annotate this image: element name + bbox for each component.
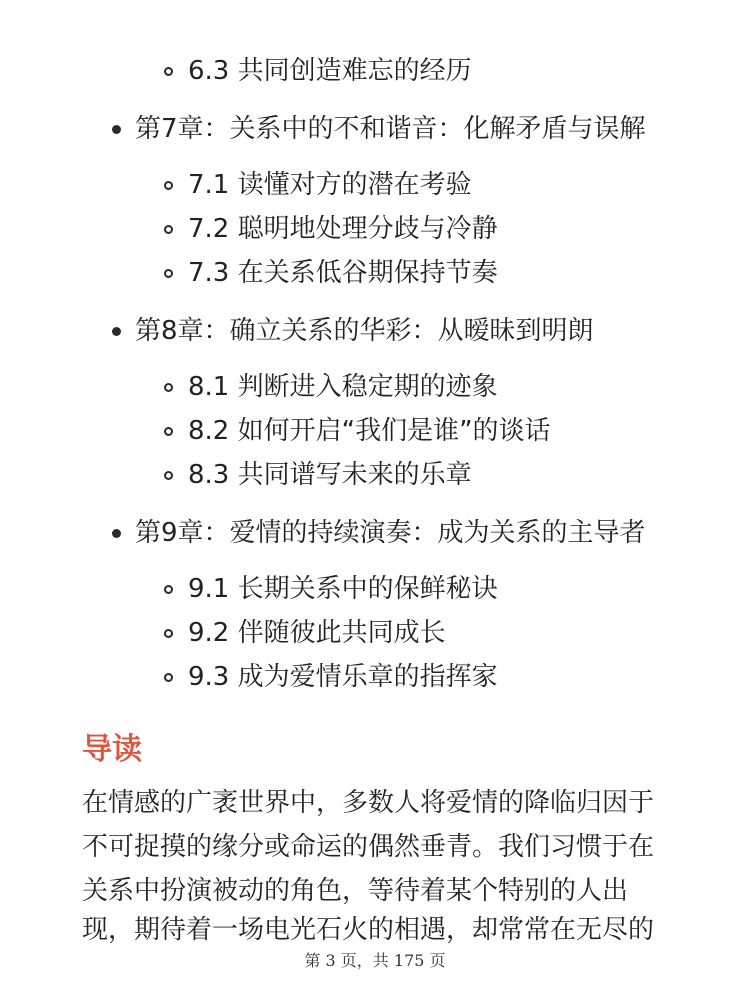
bullet-circle-icon [164, 225, 173, 234]
toc-chapter-9: 第9章：爱情的持续演奏：成为关系的主导者 [135, 518, 646, 548]
bullet-circle-icon [164, 67, 173, 76]
bullet-circle-icon [164, 181, 173, 190]
bullet-dot-icon [112, 125, 121, 134]
toc-chapter-8: 第8章：确立关系的华彩：从暧昧到明朗 [135, 316, 594, 346]
bullet-circle-icon [164, 383, 173, 392]
page-number-footer: 第 3 页，共 175 页 [304, 951, 446, 970]
intro-paragraph-line: 关系中扮演被动的角色，等待着某个特别的人出 [82, 876, 629, 906]
toc-section-8-3: 8.3 共同谱写未来的乐章 [188, 460, 472, 490]
toc-section-7-3: 7.3 在关系低谷期保持节奏 [188, 258, 498, 288]
toc-section-9-3: 9.3 成为爱情乐章的指挥家 [188, 662, 498, 692]
toc-section-7-1: 7.1 读懂对方的潜在考验 [188, 170, 472, 200]
toc-chapter-7: 第7章：关系中的不和谐音：化解矛盾与误解 [135, 114, 646, 144]
toc-section-8-1: 8.1 判断进入稳定期的迹象 [188, 372, 498, 402]
intro-paragraph-line: 在情感的广袤世界中，多数人将爱情的降临归因于 [82, 788, 655, 818]
bullet-dot-icon [112, 327, 121, 336]
bullet-dot-icon [112, 529, 121, 538]
bullet-circle-icon [164, 585, 173, 594]
bullet-circle-icon [164, 427, 173, 436]
intro-paragraph-line: 现，期待着一场电光石火的相遇，却常常在无尽的 [82, 915, 655, 945]
intro-paragraph-line: 不可捉摸的缘分或命运的偶然垂青。我们习惯于在 [82, 832, 655, 862]
bullet-circle-icon [164, 269, 173, 278]
intro-heading: 导读 [82, 732, 142, 767]
toc-section-8-2: 8.2 如何开启“我们是谁”的谈话 [188, 416, 551, 446]
toc-section-7-2: 7.2 聪明地处理分歧与冷静 [188, 214, 498, 244]
bullet-circle-icon [164, 629, 173, 638]
bullet-circle-icon [164, 673, 173, 682]
toc-section-9-1: 9.1 长期关系中的保鲜秘诀 [188, 574, 498, 604]
toc-section-9-2: 9.2 伴随彼此共同成长 [188, 618, 446, 648]
bullet-circle-icon [164, 471, 173, 480]
toc-section-6-3: 6.3 共同创造难忘的经历 [188, 56, 472, 86]
